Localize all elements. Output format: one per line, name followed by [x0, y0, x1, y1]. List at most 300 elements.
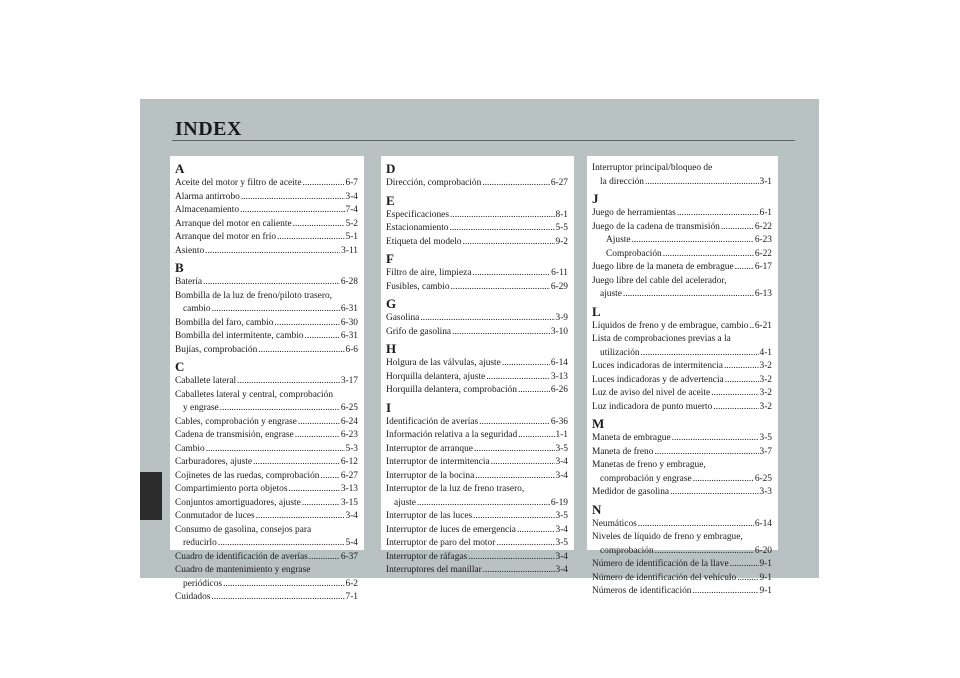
index-entry — [175, 245, 358, 259]
index-page-number: 6-36 — [550, 416, 568, 427]
index-entry-text: Fusibles, cambio — [386, 281, 450, 292]
index-page-number: 3-4 — [555, 551, 568, 562]
index-entry — [175, 591, 358, 605]
index-page-number: 6-24 — [340, 416, 358, 427]
index-entry — [592, 333, 772, 360]
index-letter-heading: D — [386, 161, 396, 176]
leader-dots — [721, 221, 754, 235]
index-entry-text: Maneta de freno — [592, 446, 654, 457]
index-entry-text: ajuste — [394, 497, 416, 508]
index-entry-text: y engrase — [183, 403, 219, 413]
index-entry — [386, 510, 568, 524]
leader-dots — [735, 261, 754, 275]
leader-dots — [663, 248, 754, 262]
index-page-number: 3-2 — [759, 361, 772, 371]
index-entry-text: Identificación de averías — [386, 416, 479, 427]
index-entry-text: Número de identificación del vehículo — [592, 572, 737, 583]
leader-dots — [468, 551, 554, 565]
index-entry-text: Alarma antirrobo — [175, 191, 240, 202]
index-group — [386, 401, 568, 578]
index-entry-text: Luces indicadoras de intermitencia — [592, 361, 723, 371]
index-page-number: 6-26 — [550, 385, 568, 395]
index-page-number: 6-17 — [754, 262, 772, 272]
leader-dots — [274, 317, 339, 331]
index-page-number: 9-2 — [555, 236, 568, 247]
index-page-number: 3-4 — [345, 191, 358, 202]
index-letter-heading: L — [592, 303, 601, 319]
index-entry — [175, 551, 358, 565]
index-letter-heading: B — [175, 260, 184, 275]
leader-dots — [295, 429, 340, 443]
leader-dots — [491, 456, 555, 470]
index-entry-text: Carburadores, ajuste — [175, 457, 253, 467]
index-page-number: 3-2 — [759, 388, 772, 398]
index-entry-text: Batería — [175, 277, 203, 287]
index-page-number: 6-30 — [340, 317, 358, 328]
index-entry-text: Caballete lateral — [175, 376, 237, 386]
index-entry — [592, 234, 772, 248]
index-column-3 — [587, 156, 778, 596]
leader-dots — [256, 510, 345, 524]
leader-dots — [212, 303, 340, 317]
index-entry — [592, 320, 772, 334]
index-page-number: 5-2 — [345, 218, 358, 229]
index-page-number: 6-11 — [551, 268, 568, 278]
index-entry — [386, 443, 568, 457]
index-entry — [386, 357, 568, 371]
index-page-number: 6-31 — [340, 304, 358, 314]
index-entry-text: Neumáticos — [592, 518, 637, 529]
index-entry — [175, 191, 358, 205]
index-entry-text: Interruptor de arranque — [386, 443, 473, 454]
leader-dots — [677, 207, 759, 221]
index-page-number: 3-5 — [555, 538, 568, 548]
index-entry-text: Juego libre de la maneta de embrague — [592, 262, 734, 272]
index-entry — [592, 401, 772, 415]
index-entry — [386, 209, 568, 223]
index-group — [386, 297, 568, 339]
index-entry — [175, 276, 358, 290]
index-entry-text: Asiento — [175, 245, 205, 256]
index-entry — [592, 275, 772, 302]
leader-dots — [237, 375, 340, 389]
index-page-number: 7-1 — [345, 592, 358, 602]
index-entry — [592, 531, 772, 558]
index-entry — [175, 564, 358, 591]
page-title: INDEX — [175, 118, 242, 140]
index-page-number: 3-1 — [759, 176, 772, 187]
index-entry-heading: Consumo de gasolina, consejos para — [175, 524, 312, 535]
index-page-number: 9-1 — [759, 572, 772, 583]
leader-dots — [623, 288, 754, 302]
leader-dots — [737, 572, 758, 586]
leader-dots — [496, 537, 554, 551]
index-entry — [175, 483, 358, 497]
index-entry — [175, 290, 358, 317]
index-entry-text: Luz indicadora de punto muerto — [592, 401, 713, 412]
index-letter-heading: E — [386, 192, 395, 208]
index-entry-text: cambio — [183, 304, 211, 314]
index-letter-heading: J — [592, 191, 599, 206]
leader-dots — [420, 312, 554, 326]
index-page-number: 6-19 — [550, 497, 568, 508]
index-letter-heading: I — [386, 399, 392, 415]
index-entry — [175, 443, 358, 457]
leader-dots — [241, 191, 345, 205]
index-entry — [175, 416, 358, 430]
leader-dots — [305, 330, 340, 344]
leader-dots — [205, 245, 340, 259]
index-entry — [592, 162, 772, 189]
leader-dots — [502, 357, 550, 371]
index-group — [592, 162, 772, 189]
index-entry — [175, 389, 358, 416]
index-page-number: 6-7 — [345, 178, 358, 188]
index-entry-text: Líquidos de freno y de embrague, cambio — [592, 320, 749, 331]
index-entry-text: Especificaciones — [386, 209, 449, 220]
index-entry-text: Cambio — [175, 443, 205, 454]
leader-dots — [303, 177, 345, 191]
index-entry — [386, 371, 568, 385]
leader-dots — [641, 347, 759, 361]
index-entry-heading: Niveles de líquido de freno y embrague, — [592, 532, 743, 542]
leader-dots — [206, 443, 345, 457]
index-entry-text: reducirlo — [183, 538, 217, 548]
leader-dots — [223, 578, 344, 592]
index-page-number: 3-13 — [340, 484, 358, 494]
index-entry — [592, 558, 772, 572]
leader-dots — [218, 537, 345, 551]
index-letter-heading: C — [175, 359, 185, 374]
leader-dots — [240, 204, 344, 218]
index-entry — [175, 510, 358, 524]
index-entry-text: Interruptor de las luces — [386, 511, 473, 521]
index-page-number: 6-12 — [340, 457, 358, 467]
index-entry — [175, 375, 358, 389]
index-page-number: 6-37 — [340, 551, 358, 562]
index-entry — [175, 497, 358, 511]
index-page-number: 6-14 — [550, 358, 568, 368]
index-page-number: 3-2 — [759, 401, 772, 412]
leader-dots — [298, 416, 340, 430]
index-page-number: 6-6 — [345, 344, 358, 355]
index-entry-text: Ajuste — [606, 235, 631, 245]
index-page-number: 3-4 — [555, 457, 568, 467]
index-entry-text: Maneta de embrague — [592, 433, 671, 443]
index-page-number: 3-11 — [341, 245, 358, 256]
index-entry-text: Interruptor de paro del motor — [386, 538, 496, 548]
index-entry-text: comprobación — [600, 545, 654, 556]
index-page-number: 6-2 — [345, 578, 358, 589]
index-page-number: 6-29 — [550, 281, 568, 292]
index-entry — [592, 585, 772, 599]
leader-dots — [670, 486, 758, 500]
index-letter-heading: F — [386, 251, 394, 266]
leader-dots — [517, 524, 555, 538]
index-entry-heading: Manetas de freno y embrague, — [592, 460, 706, 470]
index-entry — [175, 344, 358, 358]
index-entry — [592, 207, 772, 221]
leader-dots — [302, 497, 340, 511]
index-entry-text: Cables, comprobación y engrase — [175, 416, 297, 427]
index-entry — [386, 470, 568, 484]
leader-dots — [309, 551, 340, 565]
index-entry — [175, 470, 358, 484]
leader-dots — [473, 510, 554, 524]
index-letter-heading: A — [175, 161, 185, 176]
index-entry-text: Compartimiento porta objetos — [175, 484, 288, 494]
index-entry-text: Conmutador de luces — [175, 511, 255, 521]
index-page-number: 3-17 — [340, 376, 358, 386]
leader-dots — [474, 443, 555, 457]
index-page-number: 6-28 — [340, 277, 358, 287]
index-page-number: 3-4 — [555, 565, 568, 575]
index-entry-text: Medidor de gasolina — [592, 487, 670, 497]
index-group — [386, 162, 568, 191]
leader-dots — [479, 416, 550, 430]
index-entry-text: Grifo de gasolina — [386, 326, 452, 337]
index-entry-text: Interruptor de ráfagas — [386, 551, 468, 562]
index-page-number: 9-1 — [759, 559, 772, 569]
index-entry — [386, 312, 568, 326]
leader-dots — [220, 402, 340, 416]
index-group — [592, 503, 772, 599]
leader-dots — [211, 591, 344, 605]
leader-dots — [417, 497, 550, 511]
index-entry — [175, 177, 358, 191]
index-entry — [175, 429, 358, 443]
index-entry — [592, 221, 772, 235]
index-page-number: 3-7 — [759, 446, 772, 457]
index-entry — [592, 459, 772, 486]
leader-dots — [288, 483, 339, 497]
leader-dots — [451, 281, 550, 295]
index-group — [592, 192, 772, 302]
index-letter-heading: N — [592, 501, 602, 517]
index-entry — [386, 281, 568, 295]
title-rule — [172, 140, 795, 141]
index-page-number: 6-21 — [754, 320, 772, 331]
index-entry — [592, 486, 772, 500]
index-column-1 — [170, 156, 364, 602]
index-entry-text: Bujías, comprobación — [175, 344, 258, 355]
leader-dots — [482, 177, 550, 191]
index-entry-text: Cadena de transmisión, engrase — [175, 430, 294, 440]
index-page-number: 6-22 — [754, 221, 772, 232]
index-entry-text: Bombilla del faro, cambio — [175, 317, 274, 328]
leader-dots — [486, 371, 550, 385]
leader-dots — [672, 432, 759, 446]
index-entry-text: Filtro de aire, limpieza — [386, 268, 472, 278]
index-page-number: 5-1 — [345, 232, 358, 242]
index-page-number: 6-1 — [759, 208, 772, 218]
index-letter-heading: G — [386, 296, 397, 311]
index-page-number: 1-1 — [555, 430, 568, 440]
index-entry-text: Interruptor de luces de emergencia — [386, 524, 516, 535]
leader-dots — [730, 558, 759, 572]
index-entry — [175, 218, 358, 232]
index-entry-text: Interruptores del manillar — [386, 565, 482, 575]
index-entry-text: Luz de aviso del nivel de aceite — [592, 388, 711, 398]
index-page-number: 7-4 — [345, 205, 358, 215]
index-entry-text: Cuidados — [175, 592, 211, 602]
index-group — [386, 342, 568, 398]
index-entry-text: Interruptor de intermitencia — [386, 457, 490, 467]
index-entry-text: Comprobación — [606, 248, 662, 259]
index-group — [386, 252, 568, 294]
index-entry — [386, 236, 568, 250]
index-group — [592, 305, 772, 415]
index-entry-text: Información relativa a la seguridad — [386, 430, 518, 440]
index-entry — [386, 429, 568, 443]
leader-dots — [724, 360, 759, 374]
index-entry — [386, 416, 568, 430]
index-entry — [592, 360, 772, 374]
index-page-number: 3-13 — [550, 371, 568, 382]
leader-dots — [452, 326, 550, 340]
index-entry — [592, 572, 772, 586]
index-entry-text: Dirección, comprobación — [386, 178, 482, 188]
leader-dots — [483, 564, 555, 578]
index-entry — [592, 446, 772, 460]
index-entry — [386, 267, 568, 281]
index-page-number: 3-5 — [555, 443, 568, 454]
index-page-number: 6-31 — [340, 331, 358, 341]
index-page-number: 3-3 — [759, 487, 772, 497]
index-entry-text: Números de identificación — [592, 586, 692, 596]
index-entry-text: Juego de la cadena de transmisión — [592, 221, 720, 232]
index-entry — [386, 326, 568, 340]
index-page-number: 6-23 — [340, 430, 358, 440]
index-entry-text: la dirección — [600, 176, 644, 187]
index-group — [175, 360, 358, 605]
index-letter-heading: H — [386, 341, 397, 356]
index-entry — [175, 456, 358, 470]
index-entry — [592, 432, 772, 446]
index-entry-text: Bombilla del intermitente, cambio — [175, 331, 304, 341]
index-page-number: 5-3 — [345, 443, 358, 454]
leader-dots — [725, 374, 759, 388]
index-entry-text: Conjuntos amortiguadores, ajuste — [175, 497, 301, 508]
leader-dots — [472, 267, 550, 281]
index-entry — [386, 551, 568, 565]
leader-dots — [463, 236, 555, 250]
index-entry-text: Horquilla delantera, ajuste — [386, 371, 486, 382]
index-entry-text: Horquilla delantera, comprobación — [386, 385, 517, 395]
leader-dots — [475, 470, 554, 484]
index-entry-heading: Cuadro de mantenimiento y engrase — [175, 565, 311, 575]
index-page-number: 6-22 — [754, 248, 772, 259]
index-entry — [386, 177, 568, 191]
index-group — [386, 194, 568, 250]
index-page-number: 3-4 — [555, 470, 568, 481]
index-entry-text: Almacenamiento — [175, 205, 240, 215]
index-entry — [175, 204, 358, 218]
index-group — [175, 261, 358, 357]
index-entry-heading: Interruptor de la luz de freno trasero, — [386, 484, 525, 494]
chapter-tab — [140, 472, 162, 520]
index-page-number: 5-4 — [345, 538, 358, 548]
index-entry-text: Luces indicadoras y de advertencia — [592, 374, 724, 385]
index-page-number: 6-27 — [340, 470, 358, 481]
leader-dots — [258, 344, 344, 358]
index-entry-heading: Caballetes lateral y central, comprobación — [175, 389, 334, 400]
index-page-number: 4-1 — [759, 347, 772, 358]
index-page-number: 6-20 — [754, 545, 772, 556]
index-entry — [592, 387, 772, 401]
leader-dots — [293, 218, 345, 232]
index-entry-text: Arranque del motor en frío — [175, 232, 277, 242]
index-column-2 — [381, 156, 574, 575]
index-page-number: 6-25 — [340, 403, 358, 413]
leader-dots — [654, 446, 758, 460]
index-page-number: 6-27 — [550, 178, 568, 188]
index-entry-text: ajuste — [600, 289, 622, 299]
index-entry — [386, 483, 568, 510]
index-entry — [175, 330, 358, 344]
index-page-number: 6-23 — [754, 235, 772, 245]
index-page-number: 6-13 — [754, 289, 772, 299]
index-page-number: 3-4 — [345, 511, 358, 521]
index-entry — [175, 231, 358, 245]
index-entry — [386, 456, 568, 470]
leader-dots — [518, 384, 550, 398]
index-entry-text: Juego de herramientas — [592, 208, 676, 218]
index-page-number: 6-14 — [754, 518, 772, 529]
index-page-number: 9-1 — [759, 586, 772, 596]
index-entry-text: periódicos — [183, 578, 223, 589]
index-page-number: 3-5 — [555, 511, 568, 521]
index-entry — [175, 317, 358, 331]
leader-dots — [749, 320, 753, 334]
leader-dots — [638, 518, 754, 532]
index-entry — [386, 564, 568, 578]
index-entry-text: Holgura de las válvulas, ajuste — [386, 358, 501, 368]
leader-dots — [692, 585, 758, 599]
index-page-number: 3-4 — [555, 524, 568, 535]
leader-dots — [253, 456, 340, 470]
leader-dots — [711, 387, 758, 401]
index-entry-heading: Lista de comprobaciones previas a la — [592, 334, 731, 344]
index-page-number: 3-5 — [759, 433, 772, 443]
index-entry-text: Aceite del motor y filtro de aceite — [175, 178, 302, 188]
leader-dots — [713, 401, 758, 415]
index-entry-text: Cojinetes de las ruedas, comprobación — [175, 470, 320, 481]
index-entry — [592, 374, 772, 388]
index-entry-text: Etiqueta del modelo — [386, 236, 462, 247]
index-page-number: 3-10 — [550, 326, 568, 337]
index-entry — [386, 537, 568, 551]
leader-dots — [518, 429, 554, 443]
index-entry-text: utilización — [600, 347, 640, 358]
index-entry-text: Número de identificación de la llave — [592, 559, 729, 569]
index-entry-text: Gasolina — [386, 313, 420, 323]
index-entry-text: comprobación y engrase — [600, 473, 692, 484]
leader-dots — [321, 470, 340, 484]
index-group — [175, 162, 358, 258]
leader-dots — [645, 176, 759, 190]
leader-dots — [450, 209, 555, 223]
index-entry-heading: Juego libre del cable del acelerador, — [592, 275, 727, 286]
leader-dots — [203, 276, 340, 290]
leader-dots — [655, 545, 754, 559]
index-entry — [175, 524, 358, 551]
index-entry-text: Cuadro de identificación de averías — [175, 551, 308, 562]
index-entry — [592, 518, 772, 532]
index-page-number: 3-15 — [340, 497, 358, 508]
leader-dots — [631, 234, 753, 248]
index-entry-text: Interruptor de la bocina — [386, 470, 475, 481]
